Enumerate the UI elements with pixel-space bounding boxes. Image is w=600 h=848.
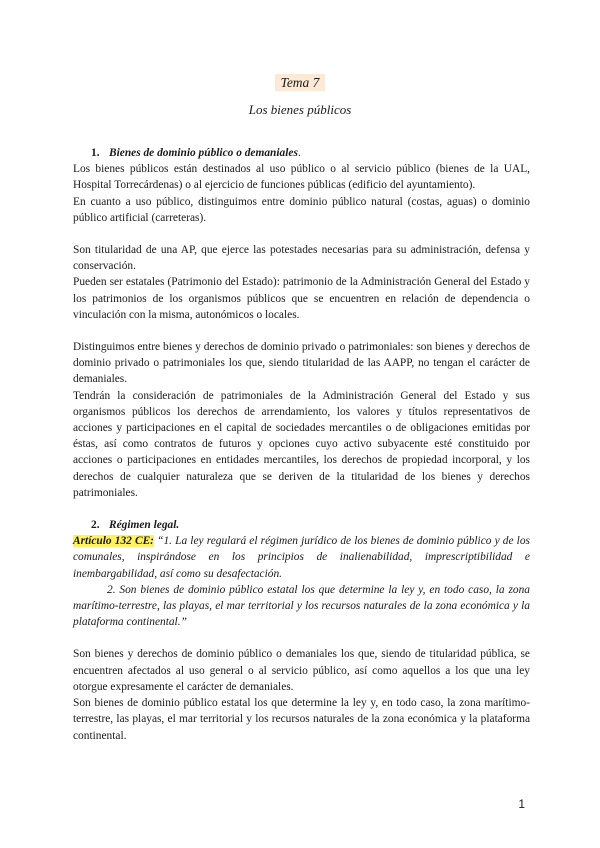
section1-heading-period: .	[297, 147, 301, 159]
section2-number: 2.	[91, 519, 100, 532]
section2-heading-text: Régimen legal.	[109, 519, 180, 532]
page-title	[0, 75, 600, 91]
title-highlight: Tema 7	[275, 74, 326, 91]
section1-paragraph-1: Los bienes públicos están destinados al uso público o al servicio público (bienes de la UAL, Hospital Torrecárdenas) o al ejercicio de funciones públicas (edificio del ayuntamiento).	[73, 163, 530, 192]
section1-paragraph-6: Tendrán la consideración de patrimoniales de la Administración General del Estado y sus organismos públicos los derechos de arrendamiento, los valores y títulos representativos de acciones y participaciones en el capital de sociedades mercantiles o de obligaciones emitidas por éstas, así como contratos de futuros y opciones cuyo activo subyacente esté constituido por acciones o participaciones en entidades mercantiles, los derechos de propiedad incorporal, y los derechos de cualquier naturaleza que se deriven de la titularidad de los bienes y derechos patrimoniales.	[73, 389, 530, 499]
section1-number: 1.	[91, 147, 100, 159]
section2-paragraph-1: Son bienes y derechos de dominio público o demaniales los que, siendo de titularidad pública, se encuentren afectados al uso general o al servicio público, así como aquellos a los que una ley otorgue expresamente el carácter de demaniales.	[73, 648, 530, 693]
article-label: Artículo 132 CE:	[73, 535, 154, 548]
article-quote-1	[73, 533, 530, 582]
document-body	[73, 145, 530, 744]
article-quote-1-text: “1. La ley regulará el régimen jurídico de los bienes de dominio público y de los comunales, inspirándose en los principios de inalienabilidad, imprescriptibilidad e inembargabilidad, así como su desafectación.	[73, 535, 530, 580]
section1-paragraph-4: Pueden ser estatales (Patrimonio del Estado): patrimonio de la Administración General del Estado y los patrimonios de los organismos públicos que se encuentren en relación de dependencia o vinculación con la misma, autonómicos o locales.	[73, 276, 530, 321]
page-subtitle: Los bienes públicos	[248, 102, 352, 117]
page-number: 1	[518, 797, 525, 811]
article-quote-2: 2. Son bienes de dominio público estatal los que determine la ley y, en todo caso, la zona marítimo-terrestre, las playas, el mar territorial y los recursos naturales de la zona económica y la plataforma continental.”	[73, 583, 530, 629]
section1-paragraph-3: Son titularidad de una AP, que ejerce las potestades necesarias para su administración, defensa y conservación.	[73, 244, 530, 273]
section1-paragraph-5: Distinguimos entre bienes y derechos de dominio privado o patrimoniales: son bienes y derechos de dominio privado o patrimoniales los que, siendo titularidad de las AAPP, no tengan el carácter de demaniales.	[73, 341, 530, 386]
section1-paragraph-2: En cuanto a uso público, distinguimos entre dominio público natural (costas, aguas) o dominio público artificial (carreteras).	[73, 195, 530, 224]
section2-paragraph-2: Son bienes de dominio público estatal los que determine la ley y, en todo caso, la zona marítimo-terrestre, las playas, el mar territorial y los recursos naturales de la zona económica y la plataforma continental.	[73, 697, 530, 742]
section1-heading	[91, 145, 530, 161]
section1-heading-text: Bienes de dominio público o demaniales	[109, 147, 298, 159]
section2-heading	[91, 517, 530, 533]
